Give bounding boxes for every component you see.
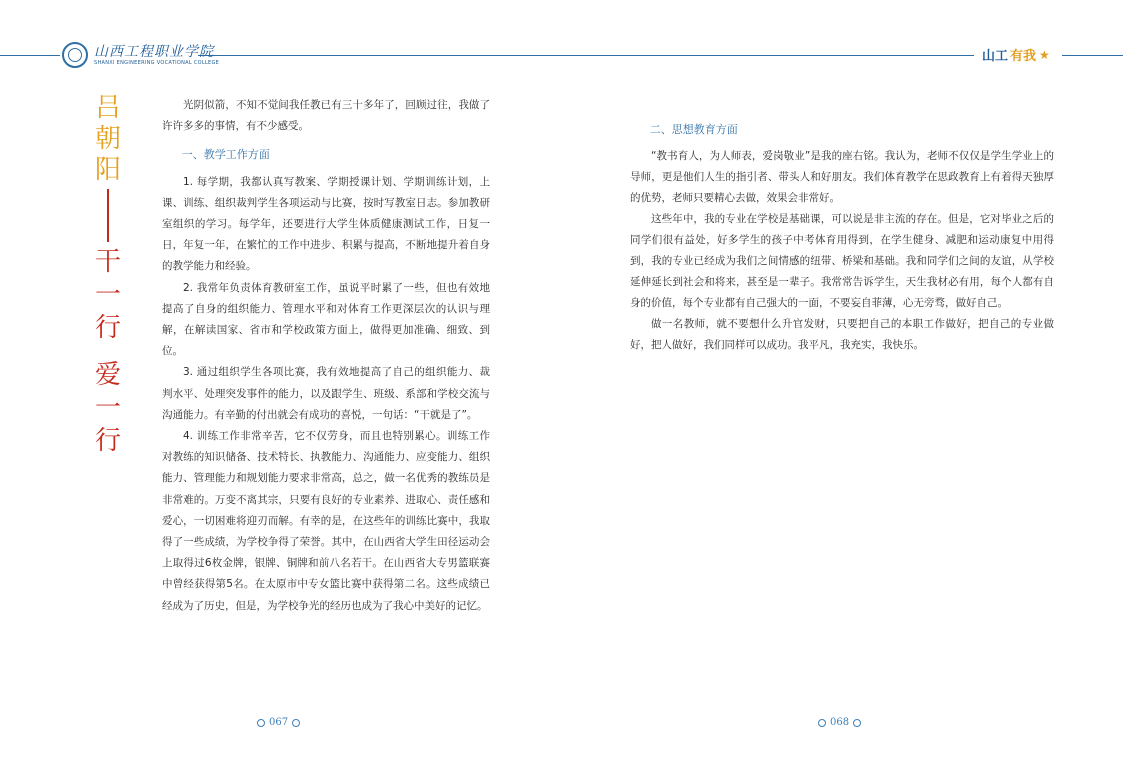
section-heading-ideology: 二、思想教育方面 xyxy=(649,123,738,136)
school-logo xyxy=(62,42,219,68)
school-name-en: SHANXI ENGINEERING VOCATIONAL COLLEGE xyxy=(94,59,220,66)
author-name-char: 吕 xyxy=(94,93,121,123)
author-name-char: 朝 xyxy=(94,124,121,154)
ring-icon xyxy=(292,719,300,727)
page-number-text: 067 xyxy=(269,717,289,728)
page-number-right xyxy=(818,717,861,728)
title-dash xyxy=(107,189,109,242)
body-paragraph: 2. 我常年负责体育教研室工作，虽说平时累了一些，但也有效地提高了自身的组织能力、管理水平和对体育工作更深层次的认识与理解，在解读国家、省市和学校政策方面上，做得更加准确、细致、到位。 xyxy=(162,281,490,358)
header-rule-right xyxy=(1062,55,1123,56)
body-paragraph: “教书育人，为人师表，爱岗敬业”是我的座右铭。我认为，老师不仅仅是学生学业上的导师，更是他们人生的指引者、带头人和好朋友。我们体育教学在思政教育上有着得天独厚的优势，老师只要精心去做，效果会非常好。 xyxy=(630,150,1054,204)
section-heading-teaching: 一、教学工作方面 xyxy=(181,148,270,162)
motto-char: 干 xyxy=(94,247,121,277)
page-number-left xyxy=(257,717,300,728)
motto-char: 行 xyxy=(94,313,121,343)
school-seal-icon xyxy=(62,42,88,68)
author-name-char: 阳 xyxy=(94,155,121,185)
page-number-text: 068 xyxy=(830,717,850,728)
header-rule-center xyxy=(198,55,974,56)
body-paragraph: 这些年中，我的专业在学校是基础课，可以说是非主流的存在。但是，它对毕业之后的同学们很有益处，好多学生的孩子中考体育用得到，在学生健身、减肥和运动康复中用得到，我的专业已经成为我们之间情感的纽带、桥梁和基础。我和同学们之间的友谊，从学校延伸延长到社会和将来，甚至是一辈子。我常常告诉学生，天生我材必有用，每个人都有自身的价值，每个专业都有自己强大的一面，不要妄自菲薄，心无旁骛，做好自己。 xyxy=(630,213,1054,309)
star-icon: ★ xyxy=(1039,47,1050,62)
slogan-logo xyxy=(982,45,1050,64)
ring-icon xyxy=(257,719,265,727)
slogan-main: 山工 xyxy=(982,49,1009,64)
header-rule-left xyxy=(0,55,60,56)
body-paragraph: 做一名教师，就不要想什么升官发财，只要把自己的本职工作做好，把自己的专业做好，把人做好，我们同样可以成功。我平凡，我充实，我快乐。 xyxy=(630,318,1054,351)
school-name: 山西工程职业学院 xyxy=(94,43,214,60)
motto-char: 爱 xyxy=(94,360,121,390)
left-page-text xyxy=(162,95,490,617)
right-page-text xyxy=(630,112,1054,356)
ring-icon xyxy=(853,719,861,727)
motto-char: 行 xyxy=(94,426,121,456)
intro-paragraph: 光阴似箭，不知不觉间我任教已有三十多年了，回顾过往，我做了许许多多的事情，有不少感受。 xyxy=(162,99,490,133)
motto-char: 一 xyxy=(94,393,121,423)
body-paragraph: 1. 每学期，我都认真写教案、学期授课计划、学期训练计划，上课、训练、组织裁判学生各项运动与比赛，按时写教室日志。参加教研室组织的学习。每学年，还要进行大学生体质健康测试工作，日复一日，年复一年，在繁忙的工作中进步、积累与提高，不断地提升着自身的教学能力和经验。 xyxy=(162,175,490,273)
ring-icon xyxy=(818,719,826,727)
body-paragraph: 3. 通过组织学生各项比赛，我有效地提高了自己的组织能力、裁判水平、处理突发事件的能力，以及跟学生、班级、系部和学校交流与沟通能力。有辛勤的付出就会有成功的喜悦，一句话：“干就是了”。 xyxy=(162,366,490,421)
vertical-title xyxy=(88,93,128,458)
slogan-accent: 有我 xyxy=(1010,49,1037,64)
motto-char: 一 xyxy=(94,280,121,310)
body-paragraph: 4. 训练工作非常辛苦，它不仅劳身，而且也特别累心。训练工作对教练的知识储备、技术特长、执教能力、沟通能力、应变能力、组织能力、管理能力和规划能力要求非常高，总之，做一名优秀的教练员是非常难的。万变不离其宗，只要有良好的专业素养、进取心、责任感和爱心，一切困难将迎刃而解。有幸的是，在这些年的训练比赛中，我取得了一些成绩，为学校争得了荣誉。其中，在山西省大学生田径运动会上取得过6枚金牌，银牌、铜牌和前八名若干。在山西省大专男篮联赛中曾经获得第5名。在太原市中专女篮比赛中获得第二名。这些成绩已经成为了历史，但是，为学校争光的经历也成为了我心中美好的记忆。 xyxy=(162,430,490,612)
